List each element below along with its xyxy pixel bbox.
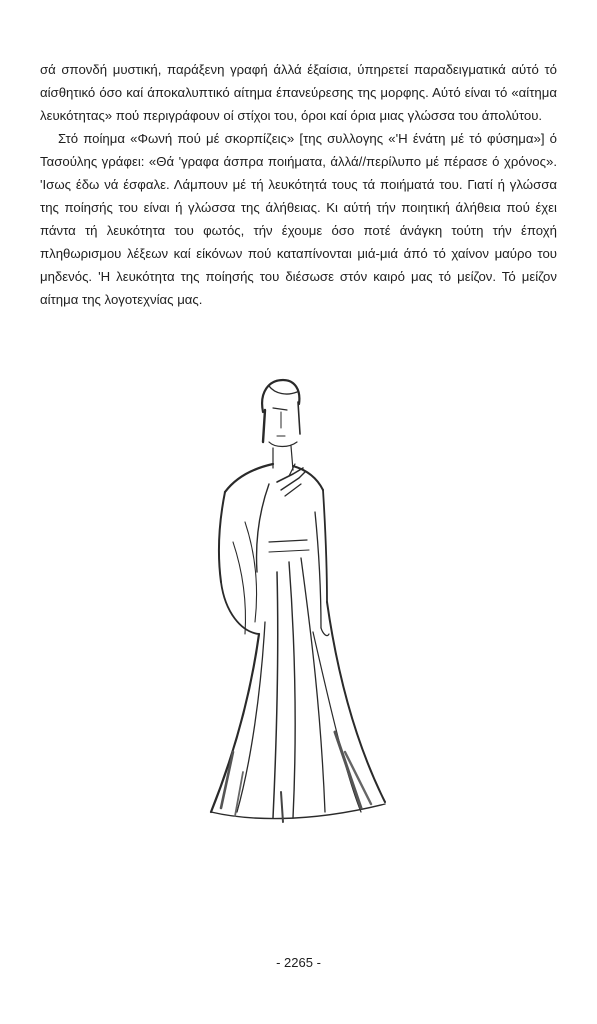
- paragraph-1: σά σπονδή μυστική, παράξενη γραφή άλλά έξαίσια, ύπηρετεί παραδειγματικά αύτό τό αίσθητικό όσο καί άποκαλυπτικό αίτημα έπανεύρεσης της μορφης. Αύτό είναι τό «αίτημα λευκότητας» πού περιγράφουν οί στίχοι του, όροι καί όρια μιας γλώσσα του άπολύτου.: [40, 62, 557, 123]
- body-text: [40, 58, 557, 311]
- paragraph-2: Στό ποίημα «Φωνή πού μέ σκορπίζεις» [της συλλογης «'Η ένάτη μέ τό φύσημα»] ό Τασούλης γράφει: «Θά 'γραφα άσπρα ποιήματα, άλλά//περίλυπο μέ πέρασε ό χρόνος». 'Ισως έδω νά έσφαλε. Λάμπουν μέ τή λευκότητά τους τά ποιήματά του. Γιατί ή γλώσσα της ποίησής του είναι ή γλώσσα της άλήθειας. Κι αύτή τήν ποιητική άλήθεια πού έχει πάντα τή λευκότητα του φωτός, τήν έχουμε όσο ποτέ άνάγκη τούτη τήν έποχή πληθωρισμου λέξεων καί είκόνων πού καταπίνονται μιά-μιά άπό τό χαίνον μαύρο του μηδενός. 'Η λευκότητα της ποίησής του διέσωσε στόν καιρό μας τό μείζον. Τό μείζον αίτημα της λογοτεχνίας μας.: [40, 131, 557, 307]
- page-number: - 2265 -: [276, 955, 321, 970]
- figure-sketch: [185, 372, 415, 832]
